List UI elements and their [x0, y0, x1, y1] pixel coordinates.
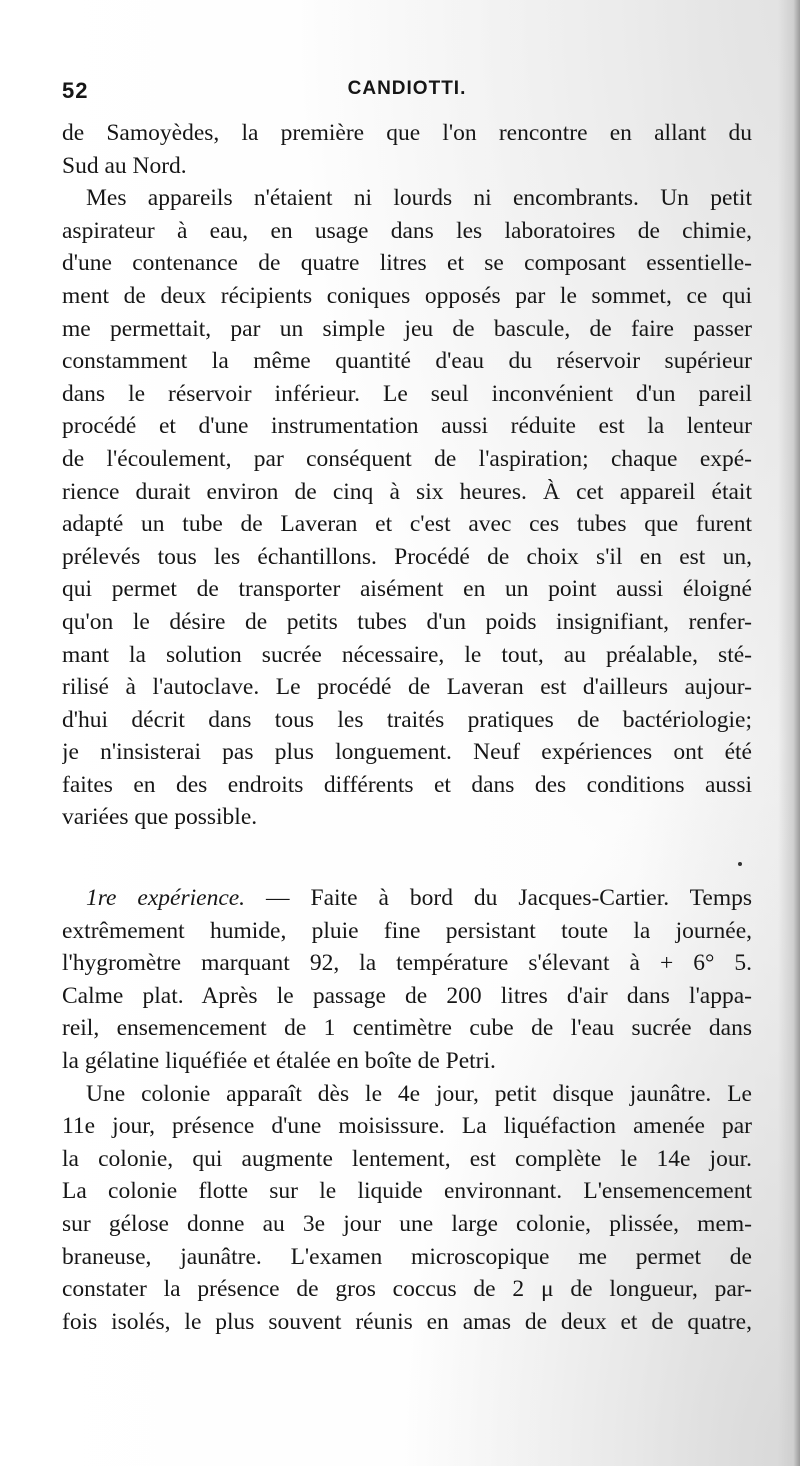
- text-line: qui permet de transporter aisément en un point aussi éloigné: [62, 576, 752, 603]
- text-line: qu'on le désire de petits tubes d'un poids insignifiant, renfer-: [62, 608, 752, 635]
- text-line: procédé et d'une instrumentation aussi réduite est la lenteur: [62, 413, 752, 440]
- text-line: prélevés tous les échantillons. Procédé de choix s'il en est un,: [62, 543, 752, 570]
- page-edge-shadow: [778, 0, 800, 1466]
- section-gap: [62, 834, 752, 882]
- text-line: braneuse, jaunâtre. L'examen microscopique me permet de: [62, 1243, 752, 1270]
- text-line: constamment la même quantité d'eau du réservoir supérieur: [62, 348, 752, 375]
- text-line: rilisé à l'autoclave. Le procédé de Laveran est d'ailleurs aujour-: [62, 674, 752, 701]
- text-line: d'hui décrit dans tous les traités pratiques de bactériologie;: [62, 706, 752, 733]
- text-line: l'hygromètre marquant 92, la température s'élevant à + 6° 5.: [62, 950, 752, 977]
- ink-speck: [738, 862, 742, 866]
- body-text: [62, 117, 752, 1338]
- text-line: Calme plat. Après le passage de 200 litres d'air dans l'appa-: [62, 982, 752, 1009]
- experiment-label: 1re expérience.: [86, 885, 246, 912]
- page-number: 52: [62, 78, 89, 103]
- text-line: dans le réservoir inférieur. Le seul inconvénient d'un pareil: [62, 380, 752, 407]
- page-header: [62, 78, 752, 108]
- text-line: me permettait, par un simple jeu de bascule, de faire passer: [62, 315, 752, 342]
- text-line: de Samoyèdes, la première que l'on rencontre en allant du: [62, 120, 752, 146]
- text-line: la colonie, qui augmente lentement, est complète le 14e jour.: [62, 1145, 752, 1172]
- text-line: fois isolés, le plus souvent réunis en amas de deux et de quatre,: [62, 1308, 752, 1335]
- text-line: ment de deux récipients coniques opposés par le sommet, ce qui: [62, 282, 752, 309]
- text-line: je n'insisterai pas plus longuement. Neuf expériences ont été: [62, 739, 752, 766]
- text-line: sur gélose donne au 3e jour une large colonie, plissée, mem-: [62, 1211, 752, 1237]
- text-line: La colonie flotte sur le liquide environnant. L'ensemencement: [62, 1178, 752, 1205]
- text-line: reil, ensemencement de 1 centimètre cube de l'eau sucrée dans: [62, 1015, 752, 1042]
- text-line: Sud au Nord.: [62, 152, 187, 179]
- text-line: d'une contenance de quatre litres et se composant essentielle-: [62, 250, 752, 277]
- text-line: mant la solution sucrée nécessaire, le tout, au préalable, sté-: [62, 641, 752, 668]
- text-line: — Faite à bord du Jacques-Cartier. Temps: [245, 885, 752, 912]
- text-line: de l'écoulement, par conséquent de l'aspiration; chaque expé-: [62, 445, 752, 472]
- running-head: CANDIOTTI.: [347, 78, 467, 99]
- text-line: constater la présence de gros coccus de 2 μ de longueur, par-: [62, 1276, 752, 1303]
- text-line: la gélatine liquéfiée et étalée en boîte de Petri.: [62, 1048, 496, 1075]
- text-line: faites en des endroits différents et dans des conditions aussi: [62, 771, 752, 798]
- text-line: Une colonie apparaît dès le 4e jour, petit disque jaunâtre. Le: [86, 1080, 752, 1107]
- text-line: rience durait environ de cinq à six heures. À cet appareil était: [62, 478, 752, 505]
- text-line: Mes appareils n'étaient ni lourds ni encombrants. Un petit: [86, 185, 752, 212]
- text-line: extrêmement humide, pluie fine persistant toute la journée,: [62, 917, 752, 944]
- text-line: adapté un tube de Laveran et c'est avec ces tubes que furent: [62, 511, 752, 538]
- text-line: variées que possible.: [62, 804, 258, 831]
- text-line: 11e jour, présence d'une moisissure. La liquéfaction amenée par: [62, 1113, 752, 1140]
- text-line: aspirateur à eau, en usage dans les laboratoires de chimie,: [62, 217, 752, 244]
- experiment-heading-line: [62, 882, 752, 915]
